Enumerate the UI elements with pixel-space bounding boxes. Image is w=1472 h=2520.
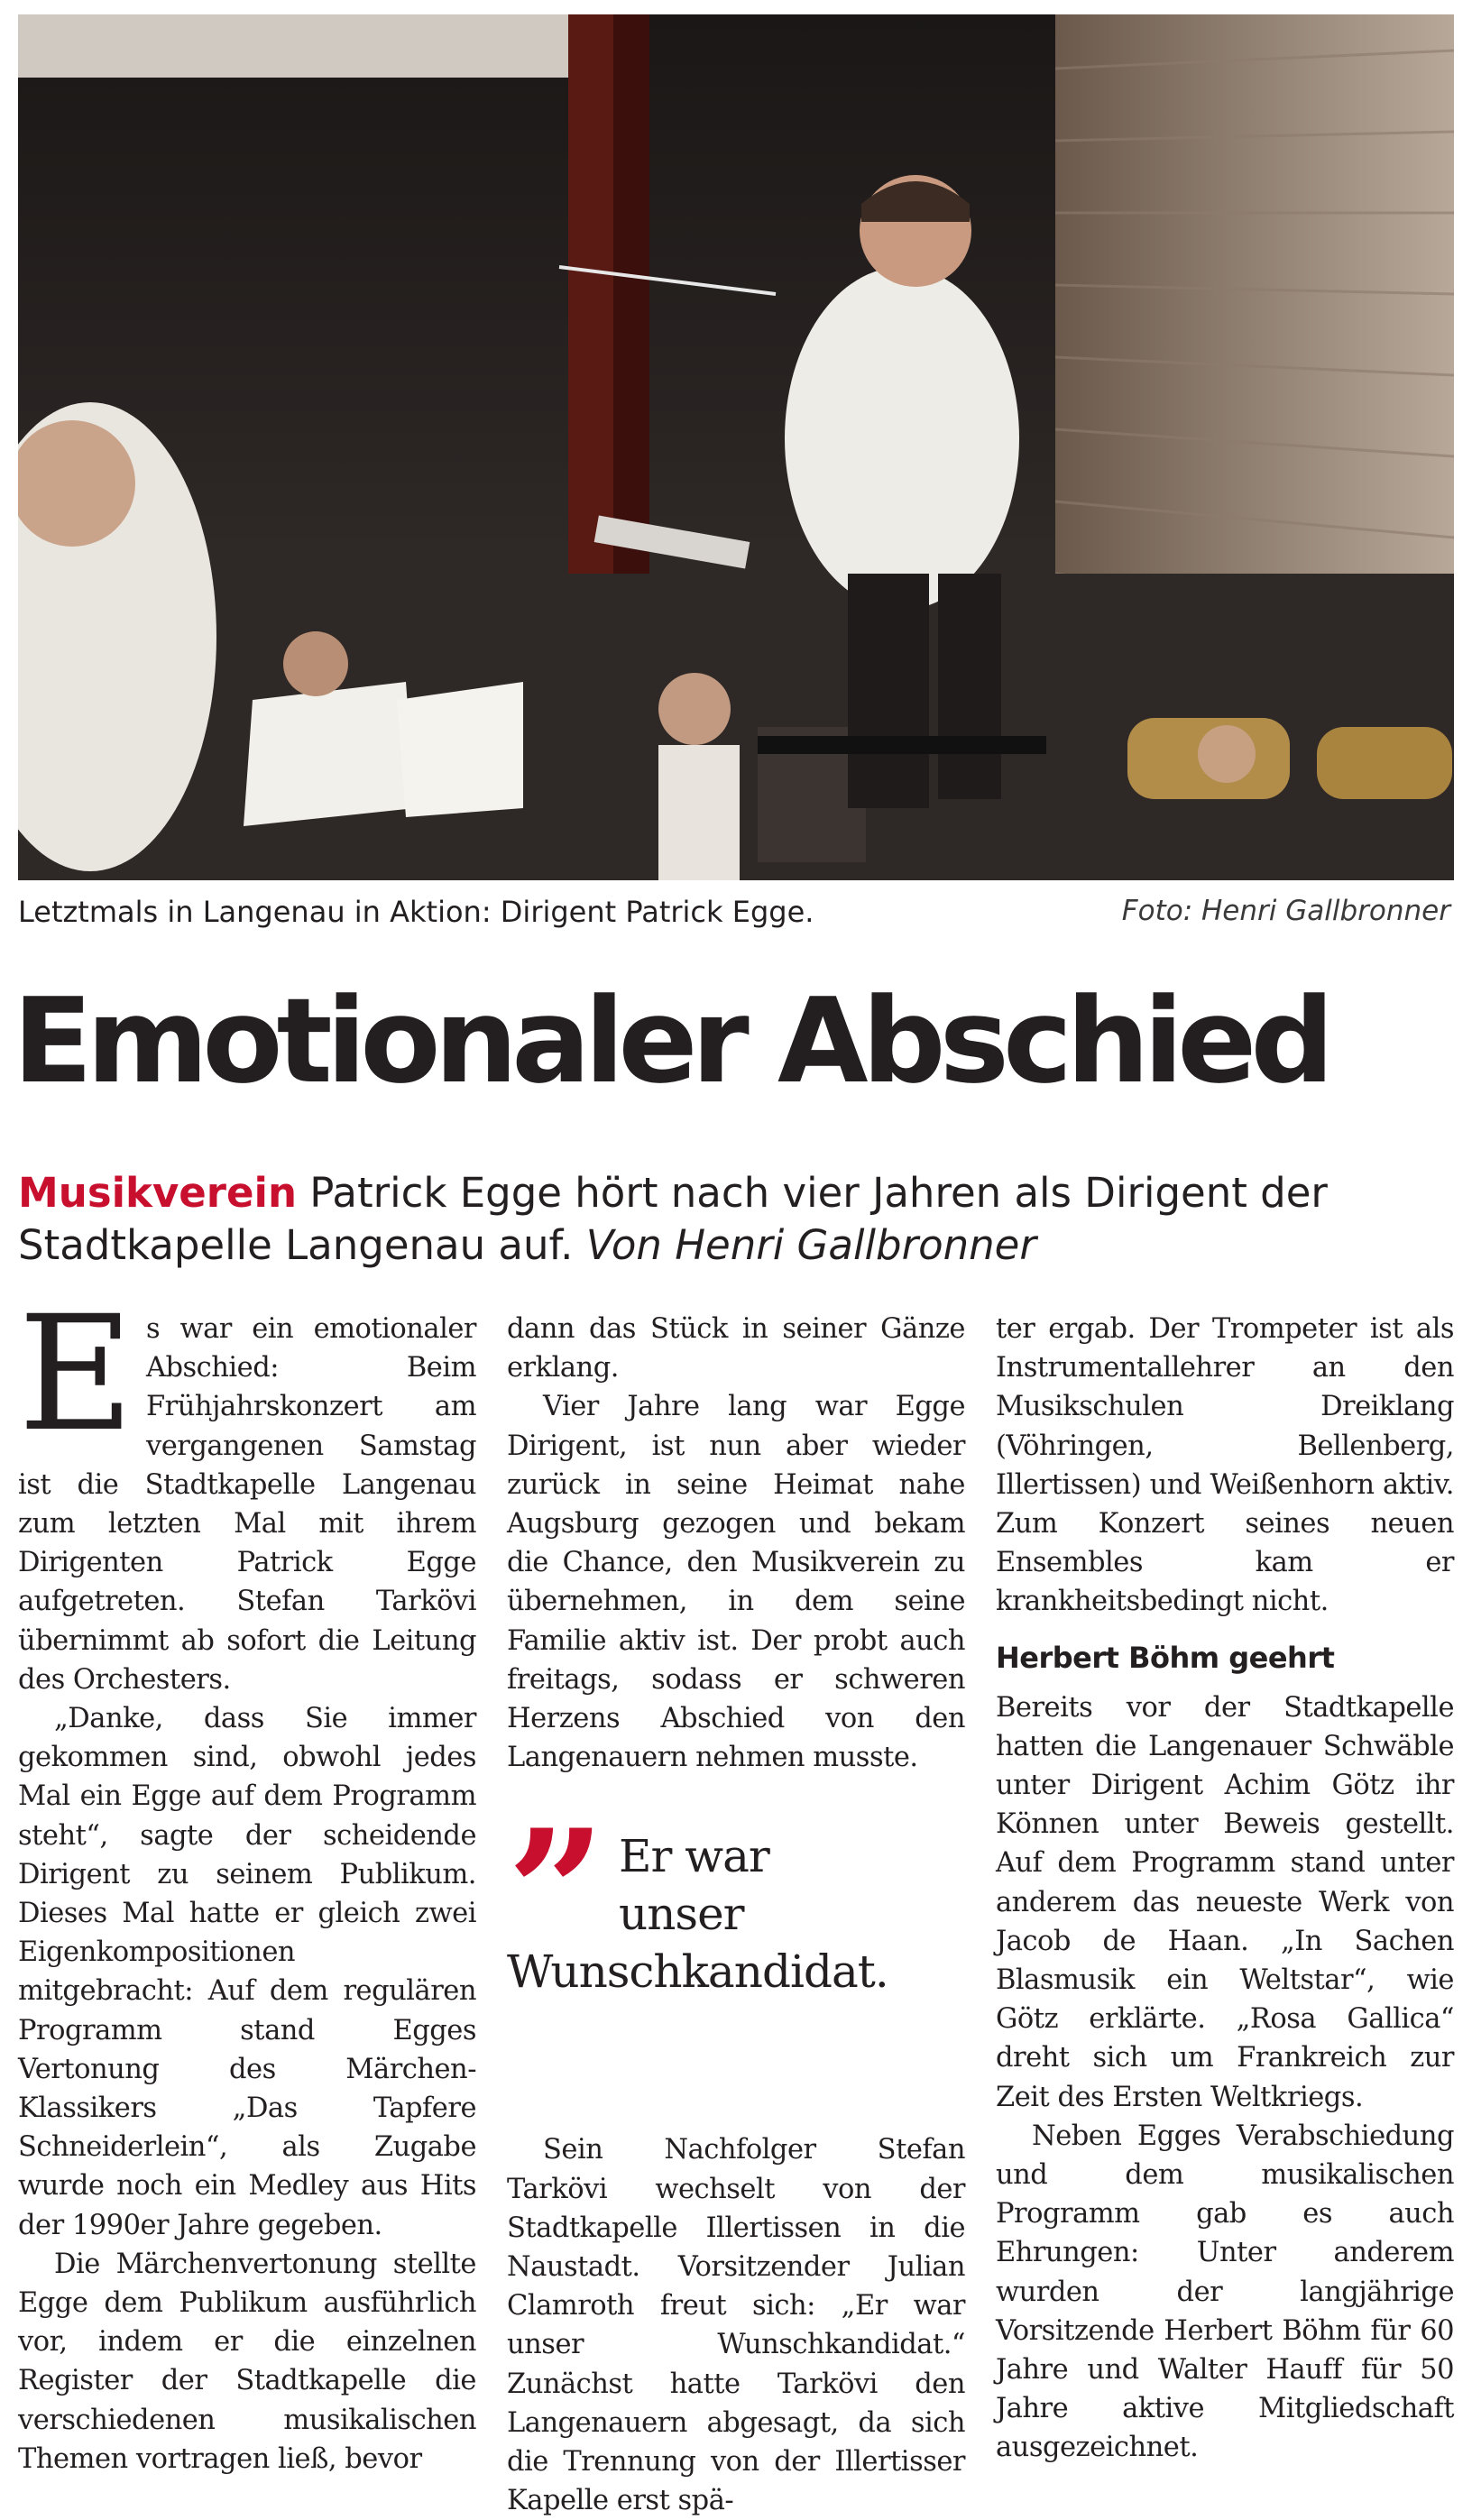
- paragraph: „Danke, dass Sie immer gekommen sind, obwohl jedes Mal ein Egge auf dem Programm steht“, sagte der scheidende Dirigent zu seinem Publikum. Dieses Mal hatte er gleich zwei Eigenkompositionen mitgebracht: Auf dem regulären Programm stand Egges Vertonung des Märchen-Klassikers „Das Tapfere Schneiderlein“, als Zugabe wurde noch ein Medley aus Hits der 1990er Jahre gegeben.: [18, 1703, 476, 2241]
- concert-photo: [18, 14, 1454, 880]
- caption-text: Letztmals in Langenau in Aktion: Dirigent Patrick Egge.: [18, 895, 814, 929]
- paragraph: ter ergab. Der Trompeter ist als Instrumentallehrer an den Musikschulen Dreiklang (Vöhringen, Bellenberg, Illertissen) und Weißenhorn aktiv. Zum Konzert seines neuen Ensembles kam er krankheitsbedingt nicht.: [996, 1313, 1454, 1618]
- pull-quote-text: [507, 1827, 965, 2000]
- teaser: [18, 1167, 1454, 1272]
- kicker: Musikverein: [18, 1169, 297, 1217]
- paragraph: Vier Jahre lang war Egge Dirigent, ist nun aber wieder zurück in seine Heimat nahe Augsburg gezogen und bekam die Chance, den Musikverein zu übernehmen, in dem seine Familie aktiv ist. Der probt auch freitags, sodass er schweren Herzens Abschied von den Langenauern nehmen musste.: [507, 1391, 965, 1774]
- subheading: Herbert Böhm geehrt: [996, 1640, 1335, 1675]
- quote-mark-icon: ”: [507, 1792, 605, 1994]
- quote-line: Er war: [619, 1830, 769, 1883]
- paragraph: Neben Egges Verabschiedung und dem musikalischen Programm gab es auch Ehrungen: Unter anderem wurden der langjährige Vorsitzende Herbert Böhm für 60 Jahre und Walter Hauff für 50 Jahre aktive Mitgliedschaft ausgezeichnet.: [996, 2120, 1454, 2464]
- byline: Von Henri Gallbronner: [585, 1221, 1036, 1269]
- paragraph-text: s war ein emotionaler Abschied: Beim Frühjahrskonzert am vergangenen Samstag ist die Stadtkapelle Langenau zum letzten Mal mit ihrem Dirigenten Patrick Egge aufgetreten. Stefan Tarkövi übernimmt ab sofort die Leitung des Orchesters.: [18, 1313, 476, 1696]
- paragraph: dann das Stück in seiner Gänze erklang.: [507, 1313, 965, 1384]
- article-column-3: [996, 1310, 1454, 2468]
- paragraph: Die Märchenvertonung stellte Egge dem Publikum ausführlich vor, indem er die einzelnen Register der Stadtkapelle die verschiedenen musikalischen Themen vortragen ließ, bevor: [18, 2248, 476, 2475]
- photo-caption: [18, 891, 1454, 936]
- drop-cap: E: [18, 1282, 133, 1467]
- quote-line: Wunschkandidat.: [507, 1945, 888, 1999]
- paragraph: Sein Nachfolger Stefan Tarkövi wechselt von der Stadtkapelle Illertissen in die Naustadt. Vorsitzender Julian Clamroth freut sich: „Er war unser Wunschkandidat.“ Zunächst hatte Tarkövi den Langenauern abgesagt, da sich die Trennung von der Illertisser Kapelle erst spä-: [507, 2134, 965, 2517]
- article-column-1: [18, 1282, 476, 2479]
- pull-quote: [507, 1792, 965, 2071]
- article-column-2: [507, 1310, 965, 2520]
- quote-line: unser: [619, 1888, 744, 1941]
- conductor-photo-illustration: [18, 14, 1454, 880]
- teaser-text: Patrick Egge hört nach vier Jahren als Dirigent der Stadtkapelle Langenau auf.: [18, 1169, 1328, 1269]
- headline: Emotionaler Abschied: [13, 972, 1329, 1109]
- paragraph: [18, 1282, 476, 1699]
- paragraph: Bereits vor der Stadtkapelle hatten die Langenauer Schwäble unter Dirigent Achim Götz ihr Können unter Beweis gestellt. Auf dem Programm stand unter anderem das neueste Werk von Jacob de Haan. „In Sachen Blasmusik ein Weltstar“, wie Götz erklärte. „Rosa Gallica“ dreht sich um Frankreich zur Zeit des Ersten Weltkriegs.: [996, 1691, 1454, 2113]
- photo-credit: Foto: Henri Gallbronner: [1121, 895, 1450, 927]
